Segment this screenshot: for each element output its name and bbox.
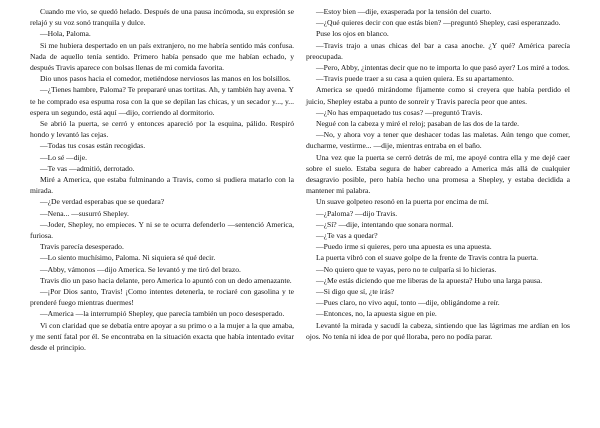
right-text-column <box>306 6 570 342</box>
paragraph: —Travis trajo a unas chicas del bar a casa anoche. ¿Y qué? América parecía preocupada. <box>306 40 570 61</box>
paragraph: —¿Tienes hambre, Paloma? Te prepararé unas tortitas. Ah, y también hay avena. Y te he comprado esa espuma rosa con la que se depilan las chicas, y un secador y..., y... espera un segundo, está aquí —dijo, corriendo al dormitorio. <box>30 85 294 117</box>
paragraph: —Joder, Shepley, no empieces. Y ni se te ocurra defenderlo —sentenció America, furiosa. <box>30 219 294 241</box>
paragraph: —¿Sí? —dije, intentando que sonara normal. <box>316 219 454 229</box>
left-text-column <box>30 6 294 353</box>
paragraph: Levanté la mirada y sacudí la cabeza, sintiendo que las lágrimas me ardían en los ojos. No tenía ni idea de por qué lloraba, pero no podía parar. <box>306 320 570 341</box>
paragraph: —Todas tus cosas están recogidas. <box>40 141 146 151</box>
paragraph: —Nena... —susurró Shepley. <box>40 208 129 218</box>
paragraph: —Abby, vámonos —dijo America. Se levantó y me tiró del brazo. <box>40 264 241 274</box>
paragraph: —¡Por Dios santo, Travis! ¡Como intentes detenerla, te rociaré con gasolina y te prenderé fuego mientras duermes! <box>30 287 294 308</box>
paragraph: —¿Qué quieres decir con que estás bien? —preguntó Shepley, casi esperanzado. <box>316 18 561 28</box>
paragraph: America se quedó mirándome fijamente como si creyera que había perdido el juicio, Shepley estaba a punto de sonreír y Travis parecía peor que antes. <box>306 85 570 106</box>
paragraph: —Estoy bien —dije, exasperada por la tensión del cuarto. <box>316 7 492 16</box>
paragraph: —Lo sé —dije. <box>40 152 88 162</box>
paragraph: —Te vas —admitió, derrotado. <box>40 163 135 173</box>
paragraph: Cuando me vio, se quedó helado. Después de una pausa incómoda, su expresión se relajó y su voz sonó tranquila y dulce. <box>30 7 294 28</box>
paragraph: Se abrió la puerta, se cerró y entonces apareció por la esquina, pálido. Respiró hondo y levantó las cejas. <box>30 119 294 140</box>
paragraph: —America —la interrumpió Shepley, que parecía también un poco desesperado. <box>40 309 285 319</box>
paragraph: —Puedo irme si quieres, pero una apuesta es una apuesta. <box>316 242 492 252</box>
paragraph: —Pero, Abby, ¿intentas decir que no te importa lo que pasó ayer? Los miré a todos. <box>316 63 570 73</box>
paragraph: Negué con la cabeza y miré el reloj; pasaban de las dos de la tarde. <box>316 119 520 129</box>
paragraph: —Pues claro, no vivo aquí, tonto —dije, obligándome a reír. <box>316 298 500 308</box>
paragraph: —No quiero que te vayas, pero no te culparía si lo hicieras. <box>316 264 497 274</box>
paragraph: Un suave golpeteo resonó en la puerta por encima de mí. <box>316 197 489 207</box>
paragraph: —¿Te vas a quedar? <box>316 231 378 241</box>
paragraph: Travis parecía desesperado. <box>40 242 124 252</box>
paragraph: Dio unos pasos hacia el comedor, metiéndose nerviosos las manos en los bolsillos. <box>40 74 291 84</box>
paragraph: —No, y ahora voy a tener que deshacer todas las maletas. Aún tengo que comer, ducharme, vestirme... —dije, mientras entraba en el baño. <box>306 130 570 151</box>
paragraph: Una vez que la puerta se cerró detrás de mí, me apoyé contra ella y me dejé caer sobre el suelo. Estaba segura de haber cabreado a America más allá de cualquier desagravio posible, pero había hecho una promesa a Shepley, y estaba decidida a mantener mi palabra. <box>306 152 570 196</box>
paragraph: Miré a America, que estaba fulminando a Travis, como si pudiera matarlo con la mirada. <box>30 175 294 196</box>
paragraph: —¿No has empaquetado tus cosas? —preguntó Travis. <box>316 107 483 117</box>
paragraph: —¿Paloma? —dijo Travis. <box>316 208 398 218</box>
paragraph: —Hola, Paloma. <box>40 29 91 39</box>
paragraph: Travis dio un paso hacia delante, pero America lo apuntó con un dedo amenazante. <box>40 275 292 285</box>
paragraph: —Lo siento muchísimo, Paloma. Ni siquiera sé qué decir. <box>40 253 216 263</box>
paragraph: —Travis puede traer a su casa a quien quiera. Es su apartamento. <box>316 74 514 84</box>
paragraph: —Si digo que sí, ¿te irás? <box>316 287 395 297</box>
paragraph: Vi con claridad que se debatía entre apoyar a su primo o a la mujer a la que amaba, y me sentí fatal por él. Se encontraba en la situación exacta que había intentado evitar desde el principio. <box>30 320 294 353</box>
paragraph: —Entonces, no, la apuesta sigue en pie. <box>316 309 437 319</box>
paragraph: —¿Me estás diciendo que me liberas de la apuesta? Hubo una larga pausa. <box>316 275 543 285</box>
paragraph: Puse los ojos en blanco. <box>316 29 389 39</box>
paragraph: La puerta vibró con el suave golpe de la frente de Travis contra la puerta. <box>316 253 539 263</box>
paragraph: —¿De verdad esperabas que se quedara? <box>40 197 165 207</box>
paragraph: Si me hubiera despertado en un país extranjero, no me habría sentido más confusa. Nada de aquello tenía sentido. Primero había pensado que me habían echado, y después Travis aparece con bolsas llenas de mi comida favorita. <box>30 40 294 73</box>
